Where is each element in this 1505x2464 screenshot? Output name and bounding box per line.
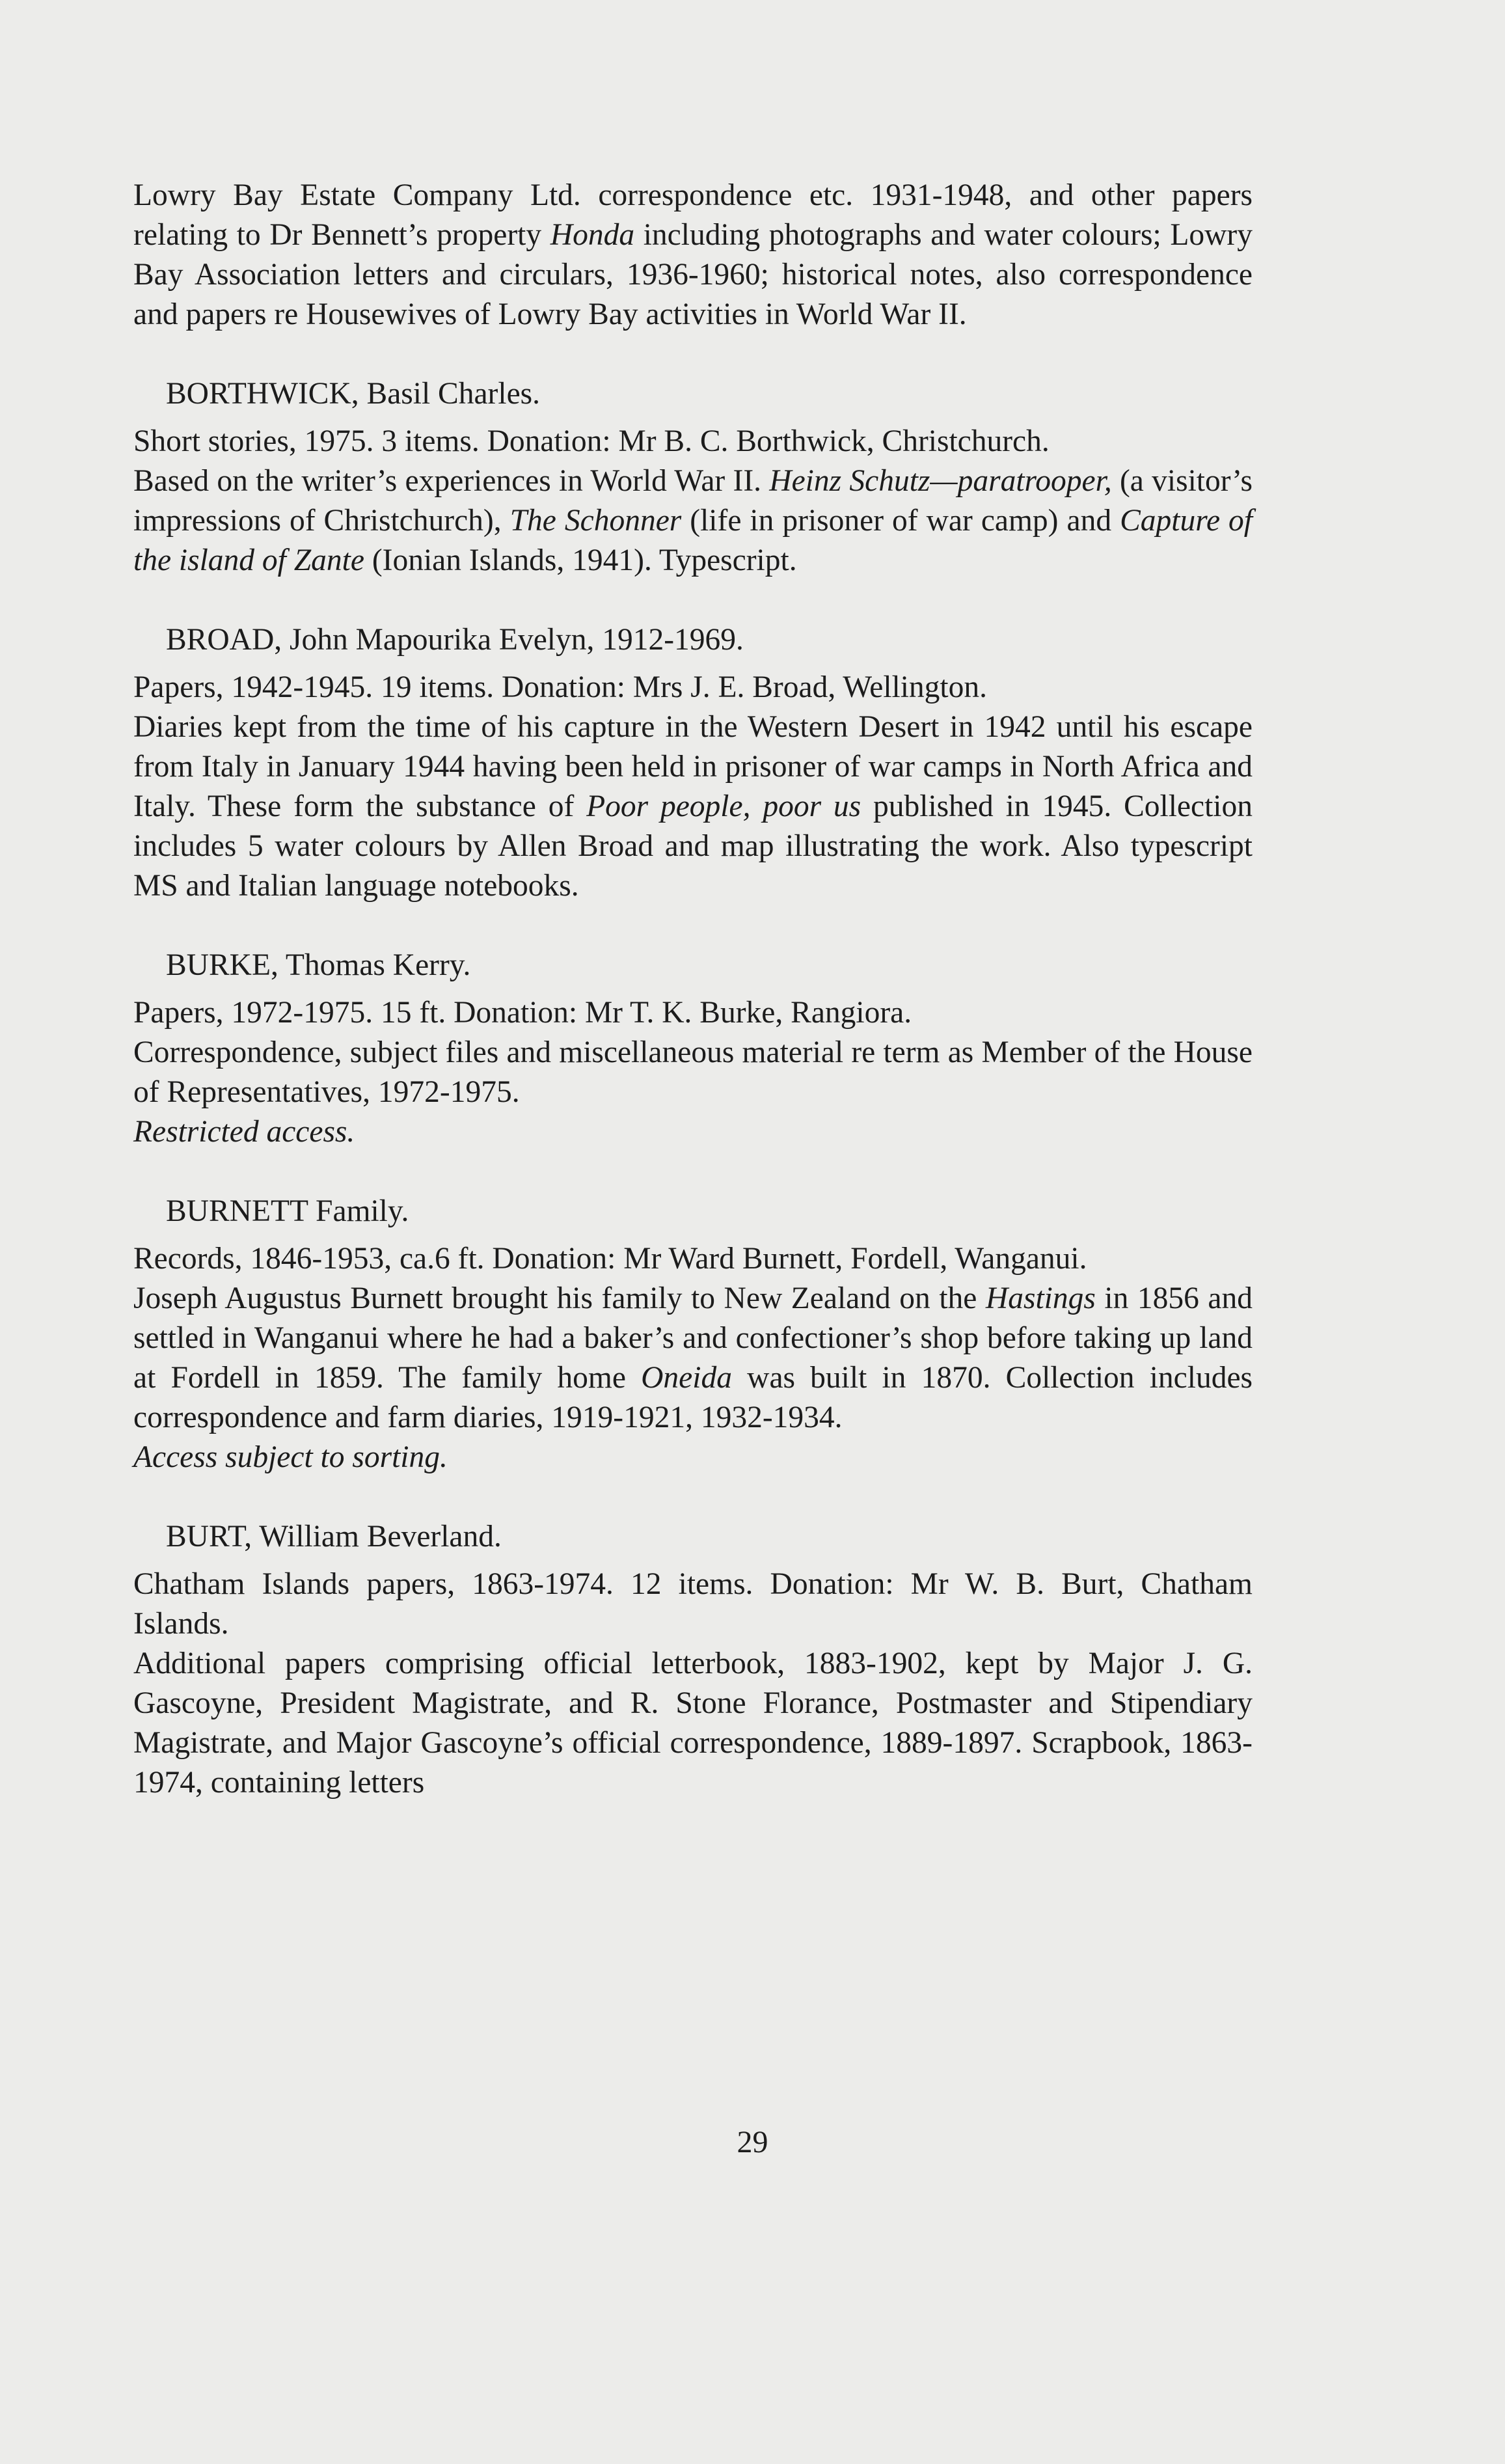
entry-note-burke: Restricted access. (133, 1115, 355, 1149)
desc-text: (life in prisoner of war camp) and (681, 504, 1120, 538)
desc-italic: The Schonner (509, 504, 682, 538)
entry-desc-borthwick (133, 461, 1253, 581)
entry-meta-burnett: Records, 1846-1953, ca.6 ft. Donation: Mr Ward Burnett, Fordell, Wanganui. (133, 1242, 1087, 1276)
desc-italic: Oneida (641, 1361, 732, 1395)
desc-italic: Capture of the island of Zante (133, 504, 1253, 577)
entry-meta-borthwick: Short stories, 1975. 3 items. Donation: Mr B. C. Borthwick, Christchurch. (133, 424, 1050, 458)
entry-heading-burnett: BURNETT Family. (166, 1194, 409, 1228)
entry-heading-burt: BURT, William Beverland. (166, 1520, 502, 1554)
desc-text: Based on the writer’s experiences in World War II. (133, 464, 770, 498)
desc-text: (a visitor’s impressions of Christchurch), (133, 464, 1253, 538)
desc-text: Joseph Augustus Burnett brought his family to New Zealand on the (133, 1281, 986, 1315)
desc-italic: Heinz Schutz—paratrooper, (769, 464, 1112, 498)
entry-meta-burke: Papers, 1972-1975. 15 ft. Donation: Mr T. K. Burke, Rangiora. (133, 996, 912, 1030)
desc-text: published in 1945. Collection includes 5 water colours by Allen Broad and map illustrating the work. Also typescript MS and Italian language notebooks. (133, 789, 1253, 903)
desc-text: in 1856 and settled in Wanganui where he had a baker’s and confectioner’s shop before taking up land at Fordell in 1859. The family home (133, 1281, 1253, 1395)
entry-meta-burt: Chatham Islands papers, 1863-1974. 12 items. Donation: Mr W. B. Burt, Chatham Islands. (133, 1567, 1253, 1641)
entry-desc-burke: Correspondence, subject files and miscellaneous material re term as Member of the House of Representatives, 1972-1975. (133, 1035, 1253, 1109)
entry-note-burnett: Access subject to sorting. (133, 1440, 448, 1474)
desc-italic: Hastings (985, 1281, 1096, 1315)
desc-text: Diaries kept from the time of his capture in the Western Desert in 1942 until his escape from Italy in January 1944 having been held in prisoner of war camps in North Africa and Italy. These form the substance of (133, 710, 1253, 823)
desc-italic: Poor people, poor us (586, 789, 861, 823)
entry-meta-broad: Papers, 1942-1945. 19 items. Donation: Mrs J. E. Broad, Wellington. (133, 670, 988, 704)
desc-text: was built in 1870. Collection includes correspondence and farm diaries, 1919-1921, 1932-1934. (133, 1361, 1253, 1434)
intro-text: Lowry Bay Estate Company Ltd. correspondence etc. 1931-1948, and other papers relating to Dr Bennett’s property (133, 178, 1253, 252)
intro-italic-honda: Honda (550, 218, 635, 252)
document-body (133, 176, 1253, 1803)
page-number: 29 (737, 2125, 768, 2159)
intro-paragraph (133, 176, 1253, 335)
entry-heading-borthwick: BORTHWICK, Basil Charles. (166, 377, 541, 411)
entry-desc-burt: Additional papers comprising official letterbook, 1883-1902, kept by Major J. G. Gascoyne, President Magistrate, and R. Stone Florance, Postmaster and Stipendiary Magistrate, and Major Gascoyne’s official correspondence, 1889-1897. Scrapbook, 1863-1974, containing letters (133, 1647, 1253, 1800)
entry-desc-burnett (133, 1279, 1253, 1438)
intro-text-continued: including photographs and water colours; Lowry Bay Association letters and circulars, 1936-1960; historical notes, also correspondence and papers re Housewives of Lowry Bay activities in World War II. (133, 218, 1253, 331)
entry-heading-broad: BROAD, John Mapourika Evelyn, 1912-1969. (166, 623, 744, 657)
entry-desc-broad (133, 707, 1253, 906)
desc-text: (Ionian Islands, 1941). Typescript. (364, 543, 797, 577)
entry-heading-burke: BURKE, Thomas Kerry. (166, 948, 471, 982)
